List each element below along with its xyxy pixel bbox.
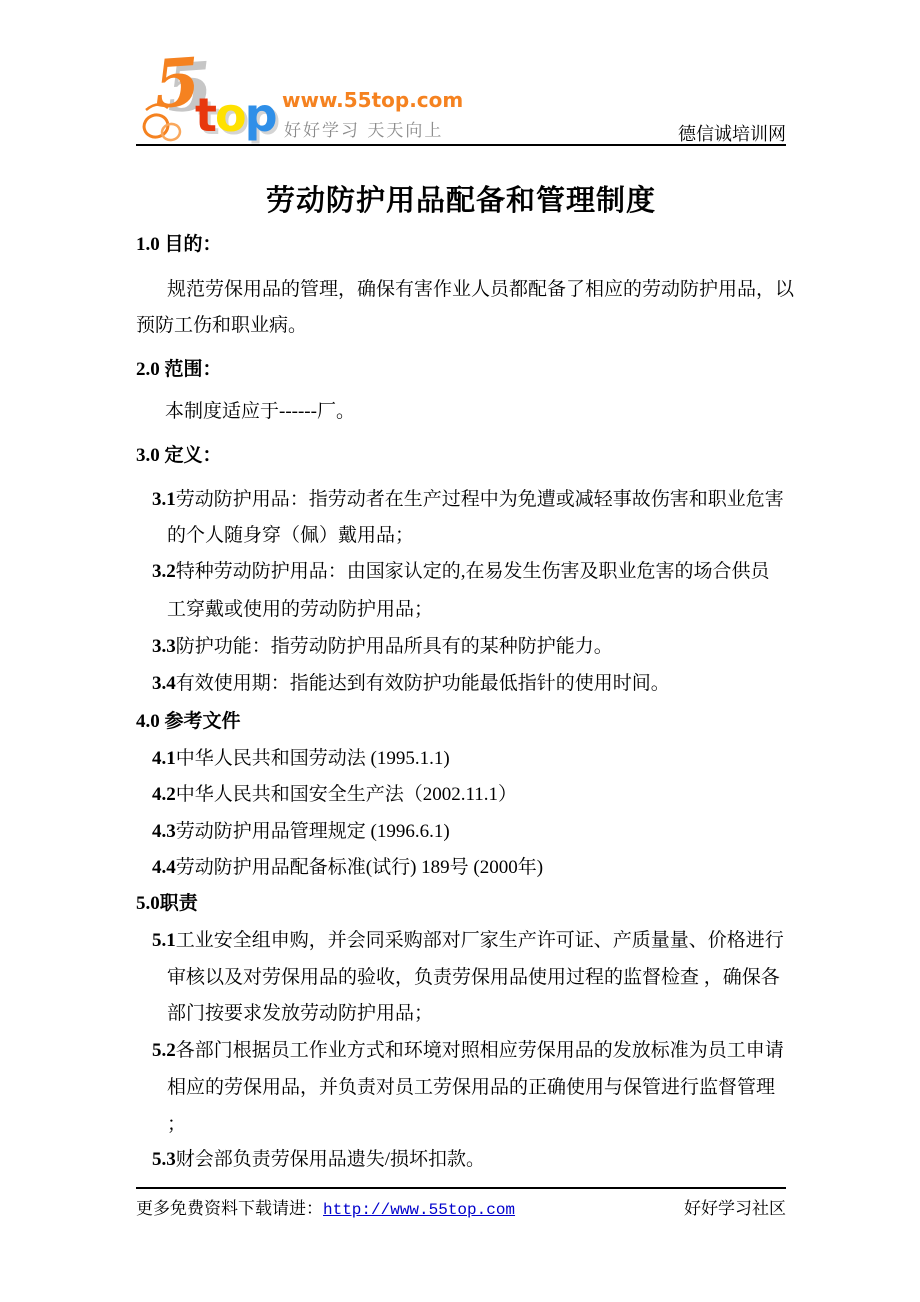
section-heading-responsibilities: 5.0职责 (136, 893, 198, 914)
section-heading-references: 4.0 参考文件 (136, 711, 241, 732)
footer-prompt-text: 更多免费资料下载请进： (136, 1199, 323, 1218)
paragraph-line: 3.1劳动防护用品：指劳动者在生产过程中为免遭或减轻事故伤害和职业危害 (152, 489, 784, 510)
paragraph-line: 3.2特种劳动防护用品：由国家认定的,在易发生伤害及职业危害的场合供员 (152, 561, 770, 582)
header-divider (136, 144, 786, 146)
paragraph-line: 5.2各部门根据员工作业方式和环境对照相应劳保用品的发放标准为员工申请 (152, 1040, 784, 1061)
page-title: 劳动防护用品配备和管理制度 (265, 185, 656, 217)
logo-letter-t: t (195, 88, 215, 142)
logo-letter-p: p (244, 88, 276, 142)
paragraph-line: 部门按要求发放劳动防护用品； (167, 1003, 434, 1024)
paragraph-line: 3.3防护功能：指劳动防护用品所具有的某种防护能力。 (152, 636, 613, 657)
logo-letter-o: o (215, 88, 245, 142)
logo-slogan: 好好学习 天天向上 (284, 121, 444, 141)
55top-logo (138, 42, 464, 146)
paragraph-line: ； (167, 1114, 187, 1135)
section-heading-scope: 2.0 范围： (136, 359, 222, 380)
paragraph-line: 4.1中华人民共和国劳动法 (1995.1.1) (152, 748, 450, 769)
paragraph-line: 相应的劳保用品，并负责对员工劳保用品的正确使用与保管进行监督管理 (167, 1077, 776, 1098)
header-site-name: 德信诚培训网 (678, 124, 786, 144)
logo-top-wordmark (195, 88, 276, 142)
paragraph-line: 4.4劳动防护用品配备标准(试行) 189号 (2000年) (152, 857, 544, 878)
footer-site-link[interactable]: http://www.55top.com (323, 1201, 516, 1219)
footer-community-label: 好好学习社区 (684, 1199, 786, 1218)
footer-divider (136, 1187, 786, 1189)
paragraph-line: 本制度适应于------厂。 (165, 401, 355, 422)
section-heading-definitions: 3.0 定义： (136, 445, 222, 466)
paragraph-line: 预防工伤和职业病。 (136, 315, 308, 336)
paragraph-line: 5.3财会部负责劳保用品遗失/损坏扣款。 (152, 1149, 486, 1170)
paragraph-line: 5.1工业安全组申购，并会同采购部对厂家生产许可证、产质量量、价格进行 (152, 930, 784, 951)
paragraph-line: 审核以及对劳保用品的验收，负责劳保用品使用过程的监督检查 ，确保各 (167, 967, 780, 988)
footer-download-note (136, 1194, 515, 1219)
paragraph-line: 的个人随身穿（佩）戴用品； (167, 525, 415, 546)
logo-five-numeral: 5 (151, 42, 203, 124)
paragraph-line: 3.4有效使用期：指能达到有效防护功能最低指针的使用时间。 (152, 673, 670, 694)
section-heading-purpose: 1.0 目的： (136, 234, 222, 255)
paragraph-line: 规范劳保用品的管理，确保有害作业人员都配备了相应的劳动防护用品，以 (167, 279, 795, 300)
logo-site-url: www.55top.com (282, 88, 464, 112)
paragraph-line: 4.2中华人民共和国安全生产法（2002.11.1） (152, 784, 518, 805)
paragraph-line: 工穿戴或使用的劳动防护用品； (167, 599, 434, 620)
paragraph-line: 4.3劳动防护用品管理规定 (1996.6.1) (152, 821, 450, 842)
